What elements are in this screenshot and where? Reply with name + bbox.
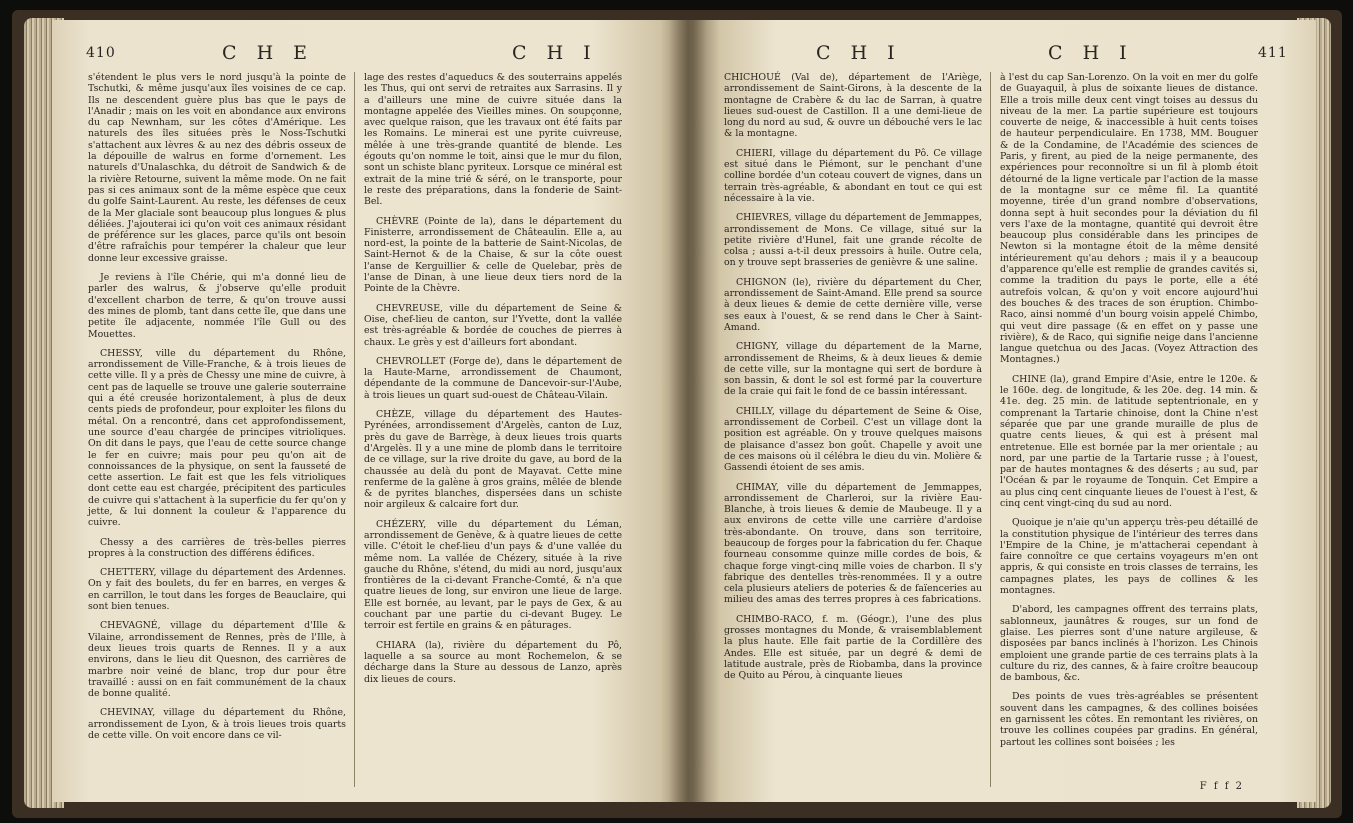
paragraph: à l'est du cap San-Lorenzo. On la voit en mer du golfe de Guayaquil, à plus de soixante lieues de distance. Elle a trois mille deux cent vingt toises au dessus du niveau de la mer. La partie supérieure est toujours couverte de neige, & inaccessible à huit cents toises de hauteur perpendiculaire. En 1738, MM. Bouguer & de la Condamine, de l'Académie des sciences de Paris, y firent, au pied de la neige permanente, des expériences pour reconnoître si un fil à plomb étoit détourné de la ligne verticale par l'action de la masse de la montagne sur ce même fil. La quantité moyenne, tirée d'un grand nombre d'observations, donna sept à huit secondes pour la déviation du fil vers l'axe de la montagne, quantité qui devroit être beaucoup plus considérable dans les principes de Newton si la montagne étoit de la même densité intérieurement qu'au dehors ; mais il y a beaucoup d'apparence qu'elle est remplie de grandes cavités si, comme la tradition du pays le porte, elle a été autrefois volcan, & qu'on y voit encore aujourd'hui des bouches & des traces de son éruption. Chimbo-Raco, ainsi nommé d'un bourg voisin appelé Chimbo, qui veut dire passage (& en effet on y passe une rivière), & de Raco, qui signifie neige dans l'ancienne langue quetchua ou des Jacas. (Voyez Attraction des Montagnes.) (1000, 72, 1258, 366)
right-column-2 (1000, 72, 1258, 756)
left-column-2 (364, 72, 622, 693)
left-head-word-2: C H I (512, 42, 598, 64)
right-head-word-2: C H I (1048, 42, 1134, 64)
left-column-1 (88, 72, 346, 749)
right-folio: 411 (1258, 45, 1288, 61)
right-head-word-1: C H I (816, 42, 902, 64)
paragraph: CHIGNY, village du département de la Marne, arrondissement de Rheims, & à deux lieues & demie de cette ville, sur la montagne qui sert de bordure à son bassin, & dont le sol est formé par la couverture de la craie qui fait le fond de ce bassin intéressant. (724, 341, 982, 398)
paragraph: CHIERI, village du département du Pô. Ce village est situé dans le Piémont, sur le penchant d'une colline bordée d'un coteau couvert de vignes, dans un terrain très-agréable, & abondant en tout ce qui est nécessaire à la vie. (724, 147, 982, 204)
paragraph: CHIMAY, ville du département de Jemmappes, arrondissement de Charleroi, sur la rivière Eau-Blanche, à trois lieues & demie de Maubeuge. Il y a aux environs de cette ville une carrière d'ardoise très-abondante. On trouve, dans son territoire, beaucoup de forges pour la fabrication du fer. Chaque fourneau consomme quinze mille cordes de bois, & chaque forge vingt-cinq mille voies de charbon. Il s'y fabrique des dentelles très-renommées. Il y a outre cela plusieurs ateliers de poteries & de faïenceries au milieu des amas des terres propres à ces fabrications. (724, 481, 982, 606)
paragraph: CHEVROLLET (Forge de), dans le département de la Haute-Marne, arrondissement de Chaumont, dépendante de la commune de Dancevoir-sur-l'Aube, à trois lieues un quart sud-ouest de Château-Vilain. (364, 355, 622, 401)
paragraph: Chessy a des carrières de très-belles pierres propres à la construction des différens édifices. (88, 536, 346, 559)
signature-mark: F f f 2 (1199, 781, 1244, 792)
paragraph: CHÈZE, village du département des Hautes-Pyrénées, arrondissement d'Argelès, canton de Luz, près du gave de Barrège, à deux lieues trois quarts d'Argelès. Il y a une mine de plomb dans le territoire de ce village, sur la rive droite du gave, au bord de la chaussée au delà du pont de Mayavat. Cette mine renferme de la galène à gros grains, mêlée de blende & de pyrites blanches, dispersées dans un schiste noir argileux & calcaire fort dur. (364, 409, 622, 511)
paragraph: s'étendent le plus vers le nord jusqu'à la pointe de Tschutki, & même jusqu'aux îles voisines de ce cap. Ils ne descendent guère plus bas que le pays de l'Anadir ; mais on les voit en abondance aux environs du cap Newnham, sur les côtes d'Amérique. Les naturels des îles situées près le Noss-Tschutki s'attachent aux lèvres & au nez des débris osseux de la dépouille de walrus en forme d'ornement. Les naturels d'Unalaschka, du détroit de Sandwich & de la rivière Retourne, suivent la même mode. On ne fait pas si ces animaux sont de la même espèce que ceux du golfe Saint-Laurent. Au reste, les défenses de ceux de la Mer glaciale sont beaucoup plus longues & plus déliées. J'ajouterai ici qu'on voit ces animaux résidant de préférence sur les glaces, parce qu'ils ont besoin d'être rafraîchis pour tempérer la chaleur que leur donne leur excessive graisse. (88, 72, 346, 264)
paragraph: CHILLY, village du département de Seine & Oise, arrondissement de Corbeil. C'est un village dont la position est agréable. On y trouve quelques maisons de plaisance d'assez bon goût. Chapelle y avoit une de ces maisons où il célébra le dieu du vin. Molière & Gassendi étoient de ses amis. (724, 405, 982, 474)
paragraph: CHIARA (la), rivière du département du Pô, laquelle a sa source au mont Rochemelon, & se décharge dans la Sture au dessous de Lanzo, après dix lieues de cours. (364, 639, 622, 685)
paragraph: CHINE (la), grand Empire d'Asie, entre le 120e. & le 160e. deg. de longitude, & les 20e. deg. 14 min. & 41e. deg. 25 min. de latitude septentrionale, en y comprenant la Tartarie chinoise, dont la Chine n'est séparée que par une grande muraille de plus de quatre cents lieues, & qui est à présent mal entretenue. Elle est bornée par la mer orientale ; au nord, par une partie de la Tartarie russe ; à l'ouest, par de hautes montagnes & des déserts ; au sud, par l'Océan & par le royaume de Tonquin. Cet Empire a au plus cinq cent cinquante lieues de l'ouest à l'est, & cinq cent vingt-cinq du sud au nord. (1000, 373, 1258, 509)
paragraph: CHETTERY, village du département des Ardennes. On y fait des boulets, du fer en barres, en verges & en carrillon, le tout dans les forges de Beauclaire, qui sont bien tenues. (88, 567, 346, 613)
paragraph: D'abord, les campagnes offrent des terrains plats, sablonneux, jaunâtres & rouges, sur un fond de glaise. Les pierres sont d'une nature argileuse, & disposées par bancs inclinés à l'horizon. Les Chinois emploient une grande partie de ces terrains plats à la culture du riz, des cannes, & à faire croître beaucoup de bambous, &c. (1000, 604, 1258, 684)
paragraph: CHÉZERY, ville du département du Léman, arrondissement de Genève, & à quatre lieues de cette ville. C'étoit le chef-lieu d'un pays & d'une vallée du même nom. La vallée de Chézery, située à la rive gauche du Rhône, s'étend, du midi au nord, jusqu'aux frontières de la ci-devant Franche-Comté, & n'a que quatre lieues de long, sur environ une lieue de large. Elle est bornée, au levant, par le pays de Gex, & au couchant par une partie du ci-devant Bugey. Le terroir est fertile en grains & en pâturages. (364, 518, 622, 632)
paragraph: Quoique je n'aie qu'un apperçu très-peu détaillé de la constitution physique de l'intérieur des terres dans l'Empire de la Chine, je m'attacherai cependant à faire connoître ce que certains voyageurs m'en ont appris, & qui consiste en trois classes de terrains, les campagnes plates, les pays de collines & les montagnes. (1000, 517, 1258, 597)
column-rule (990, 72, 991, 787)
left-running-head (52, 42, 688, 66)
right-page (688, 20, 1316, 802)
paragraph: Je reviens à l'île Chérie, qui m'a donné lieu de parler des walrus, & j'observe qu'elle produit d'excellent charbon de terre, & qu'on trouve aussi des mines de plomb, tant dans cette île, que dans une petite île adjacente, nommée l'île Gull ou des Mouettes. (88, 272, 346, 340)
paragraph: CHÈVRE (Pointe de la), dans le département du Finisterre, arrondissement de Châteaulin. Elle a, au nord-est, la pointe de la batterie de Saint-Nicolas, de Saint-Hernot & de la Chaise, & sur la côte ouest l'anse de Kerguillier & celle de Quelebar, près de l'anse de Dinan, à une lieue deux tiers nord de la Pointe de la Chèvre. (364, 215, 622, 295)
left-folio: 410 (86, 45, 116, 61)
paragraph: CHEVREUSE, ville du département de Seine & Oise, chef-lieu de canton, sur l'Yvette, dont la vallée est très-agréable & bordée de couches de pierres à chaux. Le grès y est d'ailleurs fort abondant. (364, 302, 622, 348)
paragraph: CHESSY, ville du département du Rhône, arrondissement de Ville-Franche, & à trois lieues de cette ville. Il y a près de Chessy une mine de cuivre, à cent pas de laquelle se trouve une galerie souterraine qui a été creusée horizontalement, à plus de deux cents pieds de profondeur, pour exploiter les filons du métal. On a rencontré, dans cet approfondissement, une source d'eau chargée de principes vitrioliques. On dit dans le pays, que l'eau de cette source change le fer en cuivre; mais pour peu qu'on ait de connoissances de la physique, on sent la fausseté de cette assertion. Le fait est que les fels vitrioliques dont cette eau est chargée, précipitent des particules de cuivre qui s'attachent à la superficie du fer qu'on y jette, & lui donnent la couleur & l'apparence du cuivre. (88, 347, 346, 529)
paragraph: CHIEVRES, village du département de Jemmappes, arrondissement de Mons. Ce village, situé sur la petite rivière d'Hunel, fait une grande récolte de colsa ; aussi a-t-il deux pressoirs à huile. Outre cela, on y trouve sept brasseries de genièvre & une saline. (724, 212, 982, 269)
right-column-1 (724, 72, 982, 690)
paragraph: CHIMBO-RACO, f. m. (Géogr.), l'une des plus grosses montagnes du Monde, & vraisemblablement la plus haute. Elle fait partie de la Cordillère des Andes. Elle est située, par un degré & demi de latitude australe, près de Riobamba, dans la province de Quito au Pérou, à cinquante lieues (724, 613, 982, 682)
left-page (52, 20, 688, 802)
paragraph: CHIGNON (le), rivière du département du Cher, arrondissement de Saint-Amand. Elle prend sa source à deux lieues & demie de cette dernière ville, verse ses eaux à l'ouest, & se rend dans le Cher à Saint-Amand. (724, 276, 982, 333)
paragraph: CHEVINAY, village du département du Rhône, arrondissement de Lyon, & à trois lieues trois quarts de cette ville. On voit encore dans ce vil- (88, 707, 346, 742)
paragraph: lage des restes d'aqueducs & des souterrains appelés les Thus, qui ont servi de retraites aux Sarrasins. Il y a d'ailleurs une mine de cuivre située dans la montagne appelée des Vieilles mines. On soupçonne, avec quelque raison, que les travaux ont été faits par les Romains. Le minerai est une pyrite cuivreuse, mêlée à une très-grande quantité de blende. Les égouts qu'on nomme le toit, ainsi que le mur du filon, sont un schiste blanc pyriteux. Lorsque ce minéral est extrait de la mine trié & séré, on le transporte, pour le reste des préparations, dans la fonderie de Saint-Bel. (364, 72, 622, 208)
paragraph: CHICHOUÉ (Val de), département de l'Ariège, arrondissement de Saint-Girons, à la descente de la montagne de Crabère & du lac de Sarran, à quatre lieues sud-ouest de Castillon. Il a une demi-lieue de long du nord au sud, & ouvre un débouché vers le lac & la montagne. (724, 72, 982, 140)
paragraph: Des points de vues très-agréables se présentent souvent dans les campagnes, & des collines boisées en garnissent les côtes. En remontant les rivières, on trouve les collines coupées par gradins. En général, partout les collines sont boisées ; les (1000, 691, 1258, 748)
column-rule (354, 72, 355, 787)
paragraph: CHEVAGNÉ, village du département d'Ille & Vilaine, arrondissement de Rennes, près de l'Ille, à deux lieues trois quarts de Rennes. Il y a aux environs, dans le lieu dit Quesnon, des carrières de marbre noir veiné de blanc, trop dur pour être travaillé : aussi on en fait communément de la chaux de bonne qualité. (88, 620, 346, 700)
left-head-word-1: C H E (222, 42, 315, 64)
right-running-head (688, 42, 1316, 66)
